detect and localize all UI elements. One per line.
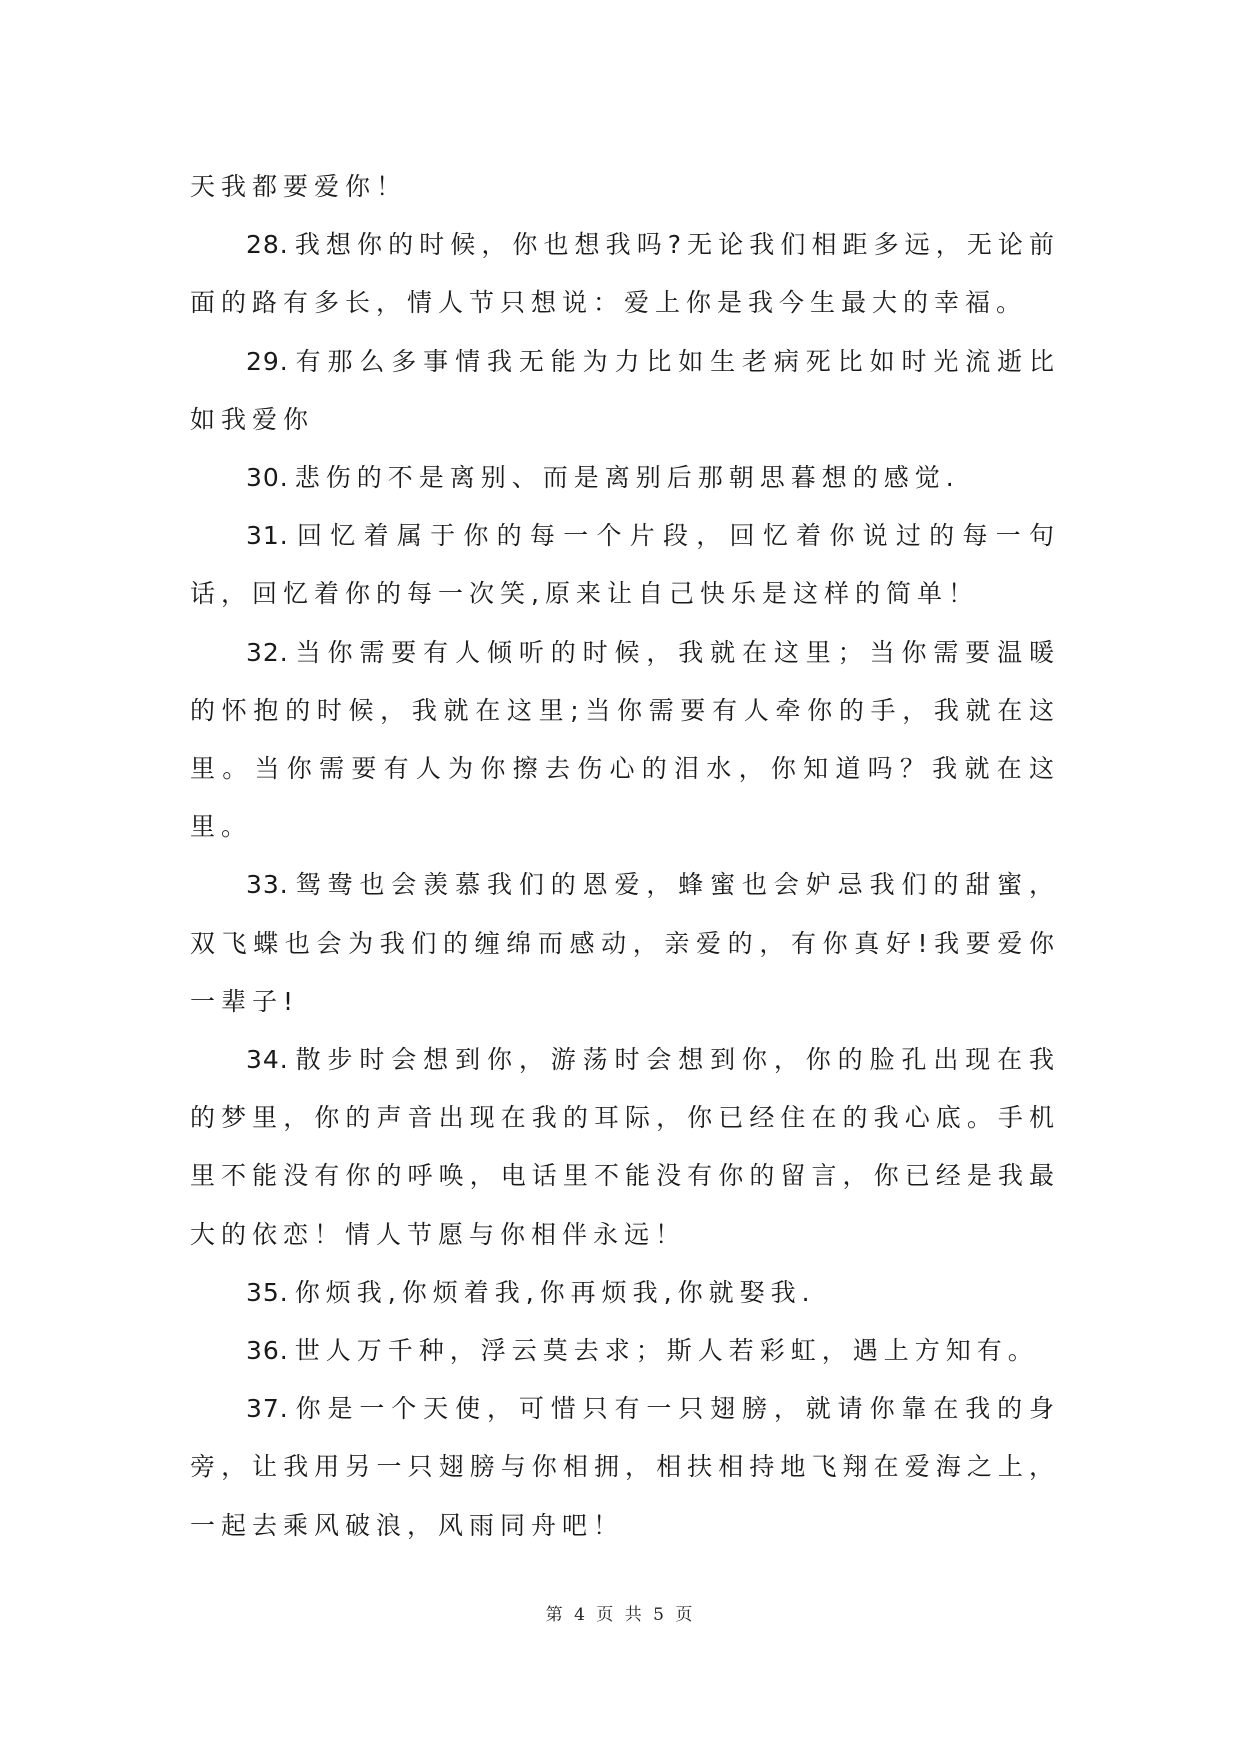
paragraph-text: 回忆着属于你的每一个片段，回忆着你说过的每一句话，回忆着你的每一次笑,原来让自己快乐是这样的简单！ [190,521,1060,609]
paragraph-number: 32. [246,637,289,667]
paragraph-number: 33. [246,870,289,900]
paragraph-text: 当你需要有人倾听的时候，我就在这里；当你需要温暖的怀抱的时候，我就在这里;当你需要有人牵你的手，我就在这里。当你需要有人为你擦去伤心的泪水，你知道吗？我就在这里。 [190,637,1060,842]
paragraph-number: 29. [246,346,289,376]
paragraph-text: 天我都要爱你！ [190,172,408,201]
paragraph-31 [190,507,1060,623]
paragraph-30 [190,449,1060,507]
paragraph-number: 35. [246,1277,289,1307]
document-body [190,158,1060,1555]
paragraph-continuation [190,158,1060,216]
paragraph-text: 你烦我,你烦着我,你再烦我,你就娶我. [294,1277,816,1307]
paragraph-37 [190,1380,1060,1555]
paragraph-text: 有那么多事情我无能为力比如生老病死比如时光流逝比如我爱你 [190,346,1060,434]
paragraph-32 [190,624,1060,857]
paragraph-number: 36. [246,1336,289,1366]
paragraph-text: 你是一个天使，可惜只有一只翅膀，就请你靠在我的身旁，让我用另一只翅膀与你相拥，相扶相持地飞翔在爱海之上，一起去乘风破浪，风雨同舟吧！ [190,1394,1060,1540]
paragraph-number: 30. [246,463,289,493]
paragraph-33 [190,856,1060,1031]
paragraph-34 [190,1031,1060,1264]
paragraph-text: 悲伤的不是离别、而是离别后那朝思暮想的感觉. [294,463,960,493]
paragraph-35 [190,1264,1060,1322]
page-footer: 第 4 页 共 5 页 [545,1605,696,1625]
paragraph-text: 我想你的时候，你也想我吗?无论我们相距多远，无论前面的路有多长，情人节只想说：爱上你是我今生最大的幸福。 [190,230,1060,318]
paragraph-number: 34. [246,1045,289,1075]
paragraph-number: 31. [246,521,289,551]
paragraph-text: 鸳鸯也会羡慕我们的恩爱，蜂蜜也会妒忌我们的甜蜜，双飞蝶也会为我们的缠绵而感动，亲爱的，有你真好!我要爱你一辈子! [190,870,1060,1016]
paragraph-36 [190,1322,1060,1380]
paragraph-28 [190,216,1060,332]
paragraph-number: 28. [246,230,289,260]
paragraph-29 [190,333,1060,449]
paragraph-text: 散步时会想到你，游荡时会想到你，你的脸孔出现在我的梦里，你的声音出现在我的耳际，你已经住在的我心底。手机里不能没有你的呼唤，电话里不能没有你的留言，你已经是我最大的依恋！情人节愿与你相伴永远！ [190,1045,1060,1249]
paragraph-number: 37. [246,1394,289,1424]
paragraph-text: 世人万千种，浮云莫去求；斯人若彩虹，遇上方知有。 [294,1336,1039,1366]
